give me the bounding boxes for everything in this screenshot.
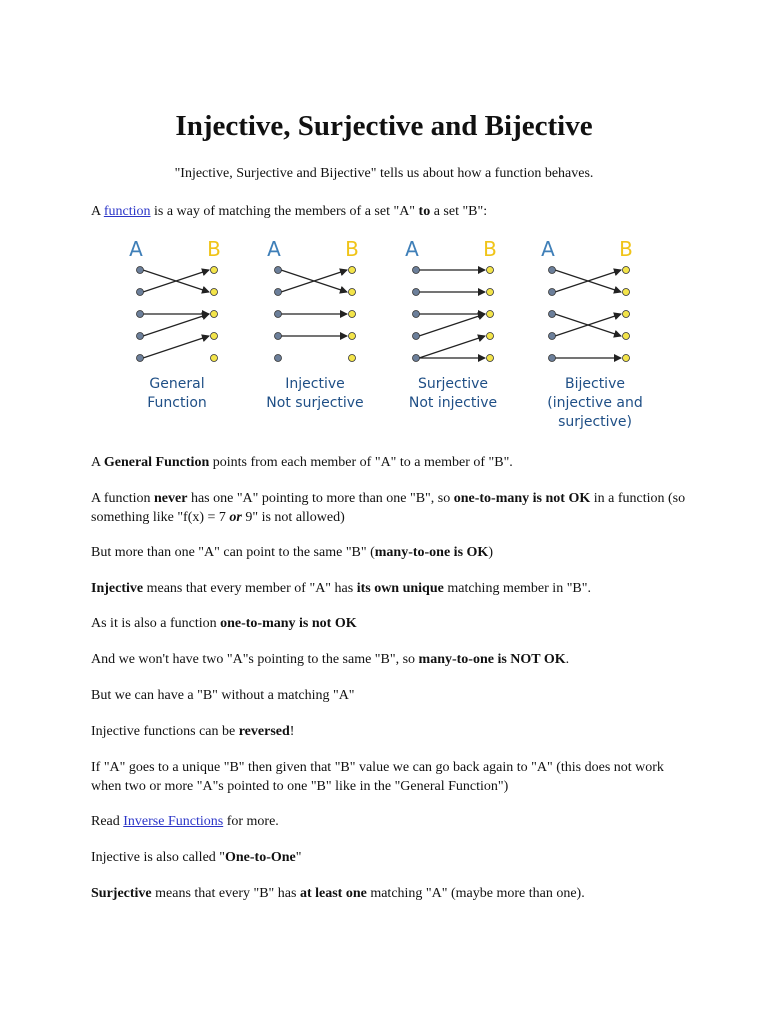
set-b-label: B xyxy=(619,237,633,261)
set-b-dot xyxy=(623,267,630,274)
no-two-a-paragraph: And we won't have two "A"s pointing to the same "B", so many-to-one is NOT OK. xyxy=(91,652,570,667)
diagram-panel-3 xyxy=(405,237,497,411)
set-a-dot xyxy=(275,311,282,318)
one-to-one-paragraph: Injective is also called "One-to-One" xyxy=(91,850,302,865)
diagram-panel-1 xyxy=(129,237,221,411)
mapping-diagram xyxy=(118,232,648,432)
set-a-label: A xyxy=(129,237,143,261)
set-a-label: A xyxy=(405,237,419,261)
page-title: Injective, Surjective and Bijective xyxy=(175,110,593,142)
mapping-arrow xyxy=(143,336,209,358)
panel-caption-line: Surjective xyxy=(418,376,488,392)
diagram-panel-4 xyxy=(541,237,643,430)
mapping-arrow xyxy=(419,314,485,336)
set-a-dot xyxy=(137,333,144,340)
set-a-dot xyxy=(549,333,556,340)
set-a-dot xyxy=(549,267,556,274)
set-a-dot xyxy=(275,333,282,340)
set-b-dot xyxy=(623,311,630,318)
set-b-label: B xyxy=(207,237,221,261)
many-to-one-paragraph: But more than one "A" can point to the same "B" (many-to-one is OK) xyxy=(91,545,493,560)
set-b-dot xyxy=(487,311,494,318)
set-b-dot xyxy=(349,355,356,362)
set-a-dot xyxy=(413,333,420,340)
function-link[interactable]: function xyxy=(103,204,151,219)
set-b-dot xyxy=(349,311,356,318)
set-b-dot xyxy=(487,333,494,340)
set-a-label: A xyxy=(541,237,555,261)
set-b-dot xyxy=(623,333,630,340)
unique-b-paragraph: If "A" goes to a unique "B" then given that "B" value we can go back again to "A" (this does not work when two or more "A"s pointed to one "B" like in the "General Function") xyxy=(91,760,664,794)
set-a-dot xyxy=(413,267,420,274)
panel-caption-line: General xyxy=(149,376,205,392)
panel-caption-line: Not surjective xyxy=(266,395,364,411)
set-a-label: A xyxy=(267,237,281,261)
surjective-definition-paragraph: Surjective means that every "B" has at least one matching "A" (maybe more than one). xyxy=(91,886,585,901)
set-b-label: B xyxy=(345,237,359,261)
set-a-dot xyxy=(137,289,144,296)
set-b-dot xyxy=(211,311,218,318)
panel-caption-line: Not injective xyxy=(408,395,498,411)
set-a-dot xyxy=(549,355,556,362)
mapping-diagram-svg xyxy=(118,232,648,432)
panel-caption-line: (injective and xyxy=(547,395,643,411)
set-b-dot xyxy=(623,289,630,296)
set-a-dot xyxy=(413,355,420,362)
set-b-dot xyxy=(211,267,218,274)
set-a-dot xyxy=(137,267,144,274)
intro-paragraph: A function is a way of matching the members of a set "A" to a set "B": xyxy=(91,204,488,219)
mapping-arrow xyxy=(143,314,209,336)
panel-caption-line: Function xyxy=(147,395,207,411)
panel-caption-line: Injective xyxy=(285,376,345,392)
panel-caption-line: surjective) xyxy=(558,414,632,430)
general-function-paragraph: A General Function points from each member of "A" to a member of "B". xyxy=(91,455,513,470)
set-a-dot xyxy=(137,355,144,362)
read-inverse-paragraph: Read Inverse Functions for more. xyxy=(91,814,279,829)
set-a-dot xyxy=(549,311,556,318)
set-a-dot xyxy=(137,311,144,318)
set-a-dot xyxy=(549,289,556,296)
set-b-label: B xyxy=(483,237,497,261)
inverse-functions-link[interactable]: Inverse Functions xyxy=(123,814,224,829)
set-b-dot xyxy=(211,355,218,362)
set-b-dot xyxy=(349,267,356,274)
b-without-a-paragraph: But we can have a "B" without a matching "A" xyxy=(91,688,355,703)
set-b-dot xyxy=(487,355,494,362)
never-one-to-many-paragraph: A function never has one "A" pointing to more than one "B", so one-to-many is not OK in a function (so something like "f(x) = 7 or 9" is not allowed) xyxy=(91,491,686,525)
set-a-dot xyxy=(275,267,282,274)
page-subtitle: "Injective, Surjective and Bijective" tells us about how a function behaves. xyxy=(174,166,594,181)
set-a-dot xyxy=(413,311,420,318)
set-b-dot xyxy=(349,289,356,296)
set-b-dot xyxy=(211,289,218,296)
set-b-dot xyxy=(487,289,494,296)
diagram-panel-2 xyxy=(266,237,363,411)
panel-caption-line: Bijective xyxy=(565,376,625,392)
set-b-dot xyxy=(487,267,494,274)
set-b-dot xyxy=(349,333,356,340)
injective-definition-paragraph: Injective means that every member of "A" has its own unique matching member in "B". xyxy=(91,581,591,596)
set-b-dot xyxy=(623,355,630,362)
also-function-paragraph: As it is also a function one-to-many is not OK xyxy=(91,616,357,631)
set-b-dot xyxy=(211,333,218,340)
mapping-arrow xyxy=(419,336,485,358)
set-a-dot xyxy=(413,289,420,296)
set-a-dot xyxy=(275,355,282,362)
reversed-paragraph: Injective functions can be reversed! xyxy=(91,724,295,739)
set-a-dot xyxy=(275,289,282,296)
